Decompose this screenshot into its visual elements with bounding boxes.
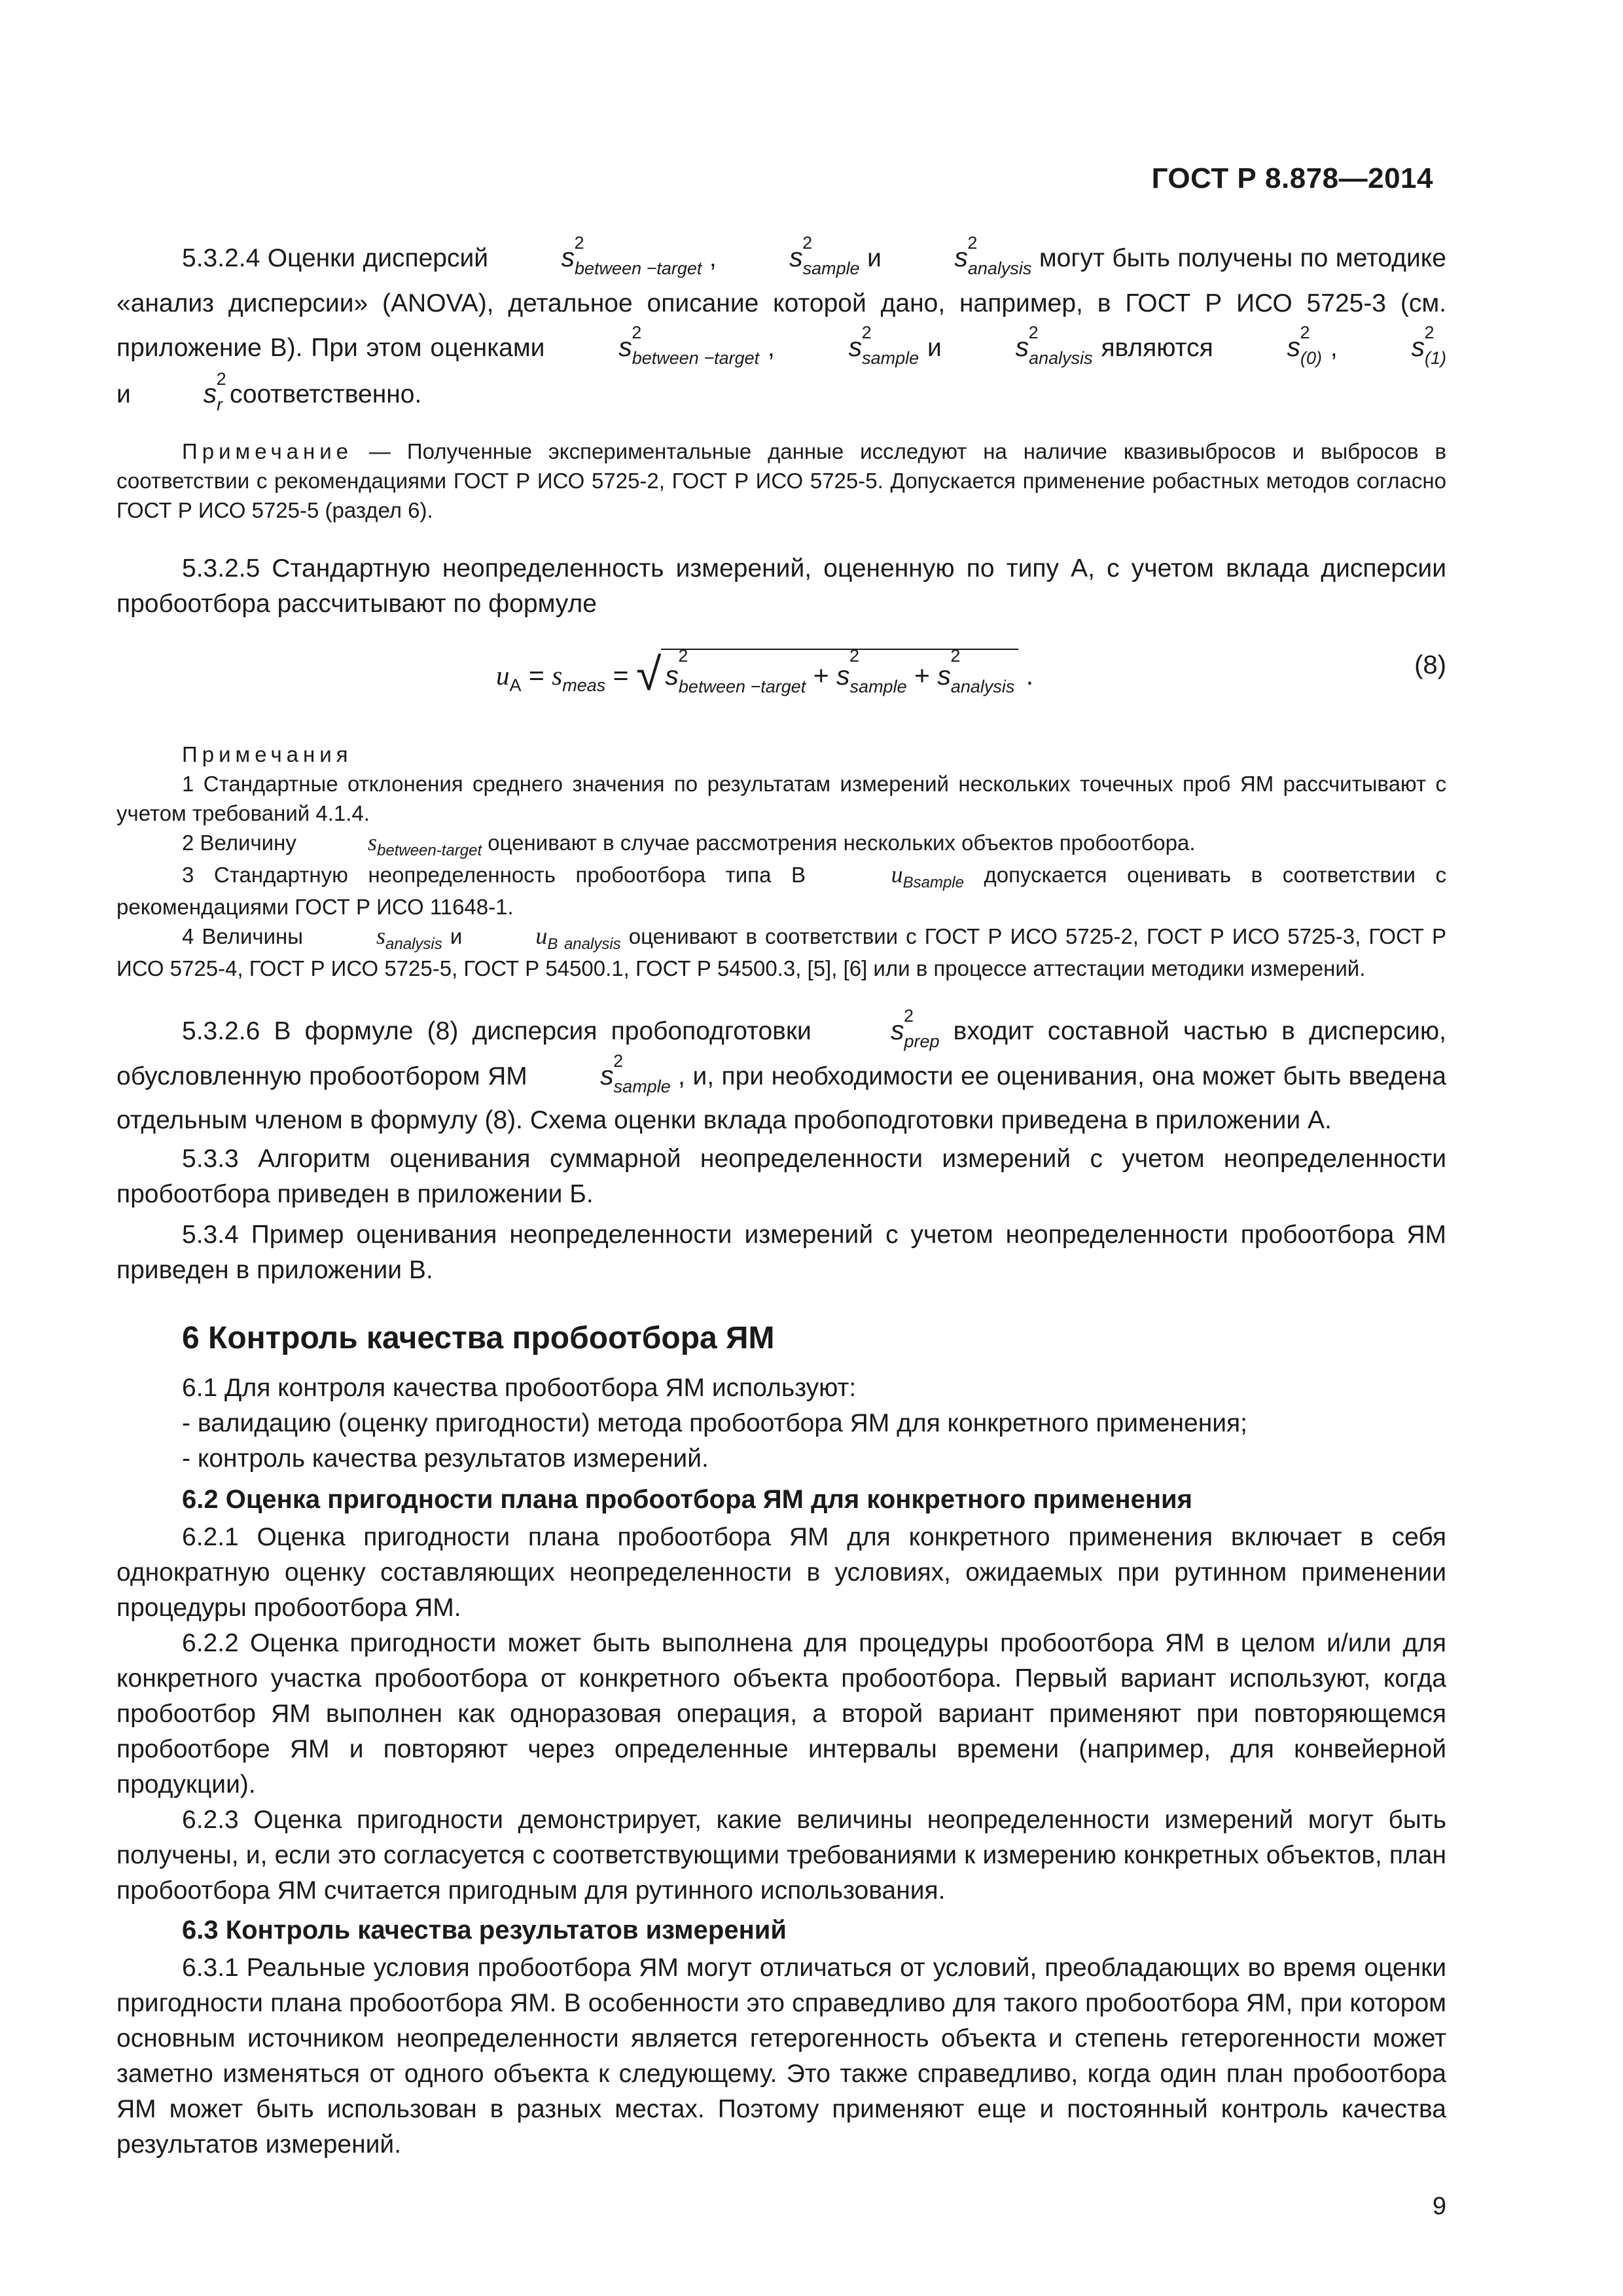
paragraph-5-3-3: 5.3.3 Алгоритм оценивания суммарной неопределенности измерений с учетом неопределенности пробоотбора приведен в приложении Б. bbox=[116, 1145, 1446, 1208]
note-item-3: 3 Стандартную неопределенность пробоотбора типа В $u_{Bsample}$ допускается оценивать в соответствии с рекомендациями ГОСТ Р ИСО 11648-1. bbox=[116, 861, 1446, 919]
math-u: u bbox=[496, 660, 510, 691]
note-item-4: 4 Величины $s_{analysis}$ и $u_{B analysis}$ оценивают в соответствии с ГОСТ Р ИСО 5725-2, ГОСТ Р ИСО 5725-3, ГОСТ Р ИСО 5725-4, ГОСТ Р ИСО 5725-5, ГОСТ Р 54500.1, ГОСТ Р 54500.3, [5], [6] или в процессе аттестации методики измерений. bbox=[116, 923, 1446, 980]
text-run: соответственно. bbox=[223, 380, 422, 408]
text-run: , bbox=[759, 334, 783, 362]
math-s1: s 2 $_{(1)}$ bbox=[1411, 323, 1446, 368]
math-eq: = bbox=[605, 660, 636, 691]
math-sub-a: A bbox=[509, 675, 522, 695]
radicand: s 2 $_{between -target}$ + s 2 $_{sample}$ + s 2 $_{analysis}$ bbox=[661, 649, 1018, 691]
paragraph-5-3-2-5: 5.3.2.5 Стандартную неопределенность измерений, оцененную по типу А, с учетом вклада дисперсии пробоотбора рассчитывают по формуле bbox=[116, 554, 1446, 618]
paragraph-5-3-2-6: 5.3.2.6 В формуле (8) дисперсия пробоподготовки s 2 $_{prep}$ входит составной частью в дисперсию, обусловленную пробоотбором ЯМ s 2 $_{sample}$ , и, при необходимости ее оценивания, она может быть введена отдельным членом в формулу (8). Схема оценки вклада пробоподготовки приведена в приложении А. bbox=[116, 1006, 1446, 1134]
subsection-6-2-title: 6.2 Оценка пригодности плана пробоотбора ЯМ для конкретного применения bbox=[182, 1485, 1192, 1514]
document-header: ГОСТ Р 8.878—2014 bbox=[1151, 162, 1433, 194]
math-s-sample-2: s 2 $_{sample}$ bbox=[848, 323, 919, 368]
note-item-1: 1 Стандартные отклонения среднего значения по результатам измерений нескольких точечных проб ЯМ рассчитывают с учетом требований 4.1.4. bbox=[116, 772, 1446, 825]
paragraph-6-2-2: 6.2.2 Оценка пригодности может быть выполнена для процедуры пробоотбора ЯМ в целом и/или для конкретного участка пробоотбора от конкретного объекта пробоотбора. Первый вариант используют, когда пробоотбор ЯМ выполнен как одноразовая операция, а второй вариант применяют при повторяющемся пробоотборе ЯМ и повторяют через определенные интервалы времени (например, для конвейерной продукции). bbox=[116, 1629, 1446, 1799]
math-s-between-target: s 2 $_{between -target}$ bbox=[561, 233, 702, 278]
section-6-title: 6 Контроль качества пробоотбора ЯМ bbox=[182, 1321, 775, 1355]
paragraph-6-2-3: 6.2.3 Оценка пригодности демонстрирует, какие величины неопределенности измерений могут быть получены, и, если это согласуется с соответствующими требованиями к измерению конкретных объектов, план пробоотбора ЯМ считается пригодным для рутинного использования. bbox=[116, 1806, 1446, 1905]
note-item-2: 2 Величину $s_{between-target}$ оценивают в случае рассмотрения нескольких объектов пробоотбора. bbox=[182, 829, 1196, 859]
note-paragraph bbox=[116, 437, 1446, 525]
math-s-analysis-2: s 2 $_{analysis}$ bbox=[1015, 323, 1093, 368]
paragraph-5-3-2-4 bbox=[116, 233, 1446, 418]
math-s-sample: s 2 $_{sample}$ bbox=[789, 233, 860, 278]
math-s-between-target-2: s 2 $_{between -target}$ bbox=[618, 323, 760, 368]
math-s0: s 2 $_{(0)}$ bbox=[1287, 323, 1323, 368]
bullet-2: - контроль качества результатов измерений. bbox=[182, 1444, 709, 1473]
note-label: Примечание bbox=[182, 439, 353, 463]
sqrt-sign: √ bbox=[635, 649, 662, 700]
note-text: — Полученные экспериментальные данные исследуют на наличие квазивыбросов и выбросов в соответствии с рекомендациями ГОСТ Р ИСО 5725-2, ГОСТ Р ИСО 5725-5. Допускается применение робастных методов согласно ГОСТ Р ИСО 5725-5 (раздел 6). bbox=[116, 439, 1446, 522]
math-s-analysis: s 2 $_{analysis}$ bbox=[954, 233, 1032, 278]
subsection-6-3-title: 6.3 Контроль качества результатов измерений bbox=[182, 1916, 787, 1945]
paragraph-5-3-4: 5.3.4 Пример оценивания неопределенности измерений с учетом неопределенности пробоотбора ЯМ приведен в приложении В. bbox=[116, 1221, 1446, 1284]
paragraph-6-2-1: 6.2.1 Оценка пригодности плана пробоотбора ЯМ для конкретного применения включает в себя однократную оценку составляющих неопределенности в условиях, ожидаемых при рутинном применении процедуры пробоотбора ЯМ. bbox=[116, 1523, 1446, 1622]
text-run: могут быть получены по методике «анализ дисперсии» (ANOVA), детальное описание которой дано, например, в ГОСТ Р ИСО 5725-3 (см. приложение В). При этом оценками bbox=[116, 244, 1446, 362]
page-number: 9 bbox=[1432, 2193, 1446, 2220]
text-run: являются bbox=[1092, 334, 1222, 362]
text-run: , bbox=[702, 244, 724, 272]
math-sr: s 2 $_r$ bbox=[203, 369, 226, 414]
formula-dot: . bbox=[1018, 660, 1034, 691]
math-eq: = bbox=[521, 660, 552, 691]
notes-heading: Примечания bbox=[182, 742, 353, 766]
clause-number: 5.3.2.4 bbox=[182, 244, 260, 272]
text-run: Оценки дисперсий bbox=[260, 244, 496, 272]
text-run: и bbox=[859, 244, 889, 272]
text-run: и bbox=[919, 334, 950, 362]
formula-expression bbox=[496, 643, 1034, 700]
bullet-1: - валидацию (оценку пригодности) метода пробоотбора ЯМ для конкретного применения; bbox=[182, 1409, 1248, 1437]
text-run: и bbox=[116, 380, 138, 408]
paragraph-6-3-1: 6.3.1 Реальные условия пробоотбора ЯМ могут отличаться от условий, преобладающих во время оценки пригодности плана пробоотбора ЯМ. В особенности это справедливо для такого пробоотбора ЯМ, при котором основным источником неопределенности является гетерогенность объекта и степень гетерогенности может заметно изменяться от одного объекта к следующему. Это также справедливо, когда один план пробоотбора ЯМ может быть использован в разных местах. Поэтому применяют еще и постоянный контроль качества результатов измерений. bbox=[116, 1954, 1446, 2159]
formula-8 bbox=[116, 636, 1446, 708]
paragraph-6-1: 6.1 Для контроля качества пробоотбора ЯМ используют: bbox=[182, 1374, 857, 1402]
formula-number: (8) bbox=[1414, 651, 1446, 679]
text-run: , bbox=[1322, 334, 1346, 362]
document-body bbox=[116, 233, 1446, 2162]
math-sub-meas: meas bbox=[562, 675, 606, 695]
math-s: s bbox=[552, 660, 563, 691]
